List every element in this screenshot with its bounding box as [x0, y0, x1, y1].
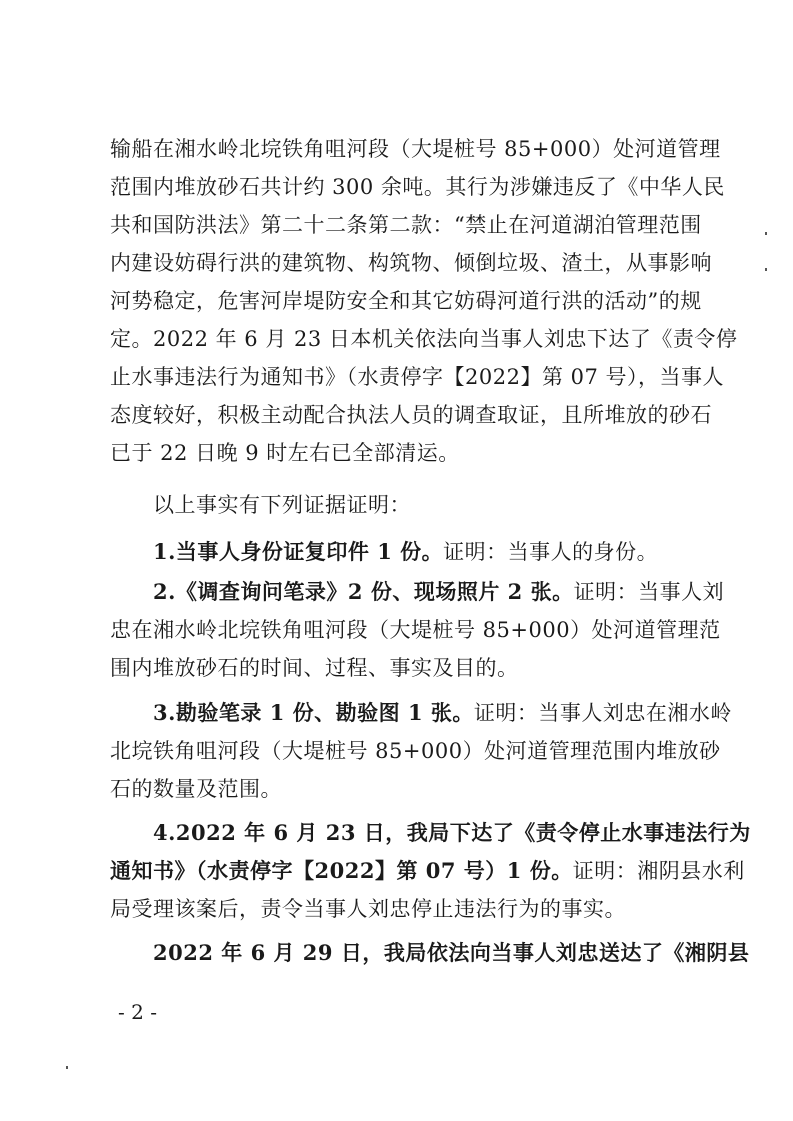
paragraph-line: 已于 22 日晚 9 时左右已全部清运。	[110, 441, 460, 465]
evidence-item-1-title: 1.当事人身份证复印件 1 份。	[153, 539, 444, 564]
evidence-item-4-title: 4.2022 年 6 月 23 日，我局下达了《责令停止水事违法行为	[153, 820, 751, 845]
paragraph-line: 局受理该案后，责令当事人刘忠停止违法行为的事实。	[110, 897, 626, 921]
page-number: - 2 -	[118, 1000, 157, 1024]
paragraph-line: 止水事违法行为通知书》（水责停字【2022】第 07 号），当事人	[110, 365, 725, 389]
evidence-item-4-title-cont: 通知书》（水责停字【2022】第 07 号）1 份。	[110, 858, 573, 883]
paragraph-line: 态度较好，积极主动配合执法人员的调查取证，且所堆放的砂石	[110, 403, 712, 427]
evidence-item-2-title: 2.《调查询问笔录》2 份、现场照片 2 张。	[153, 579, 574, 604]
evidence-item-4-text: 证明：湘阴县水利	[572, 859, 745, 883]
evidence-intro: 以上事实有下列证据证明：	[153, 493, 411, 517]
paragraph-line: 围内堆放砂石的时间、过程、事实及目的。	[110, 656, 519, 680]
evidence-item-3	[153, 700, 732, 725]
closing-paragraph-line: 2022 年 6 月 29 日，我局依法向当事人刘忠送达了《湘阴县	[153, 940, 750, 965]
paragraph-line: 河势稳定，危害河岸堤防安全和其它妨碍河道行洪的活动”的规	[110, 289, 702, 313]
paragraph-line: 共和国防洪法》第二十二条第二款：“禁止在河道湖泊管理范围	[110, 213, 702, 237]
paragraph-line: 定。2022 年 6 月 23 日本机关依法向当事人刘忠下达了《责令停	[110, 327, 738, 351]
evidence-item-4	[110, 858, 745, 883]
evidence-item-2-text: 证明：当事人刘	[573, 580, 725, 604]
evidence-item-3-text: 证明：当事人刘忠在湘水岭	[473, 701, 732, 725]
paragraph-line: 北垸铁角咀河段（大堤桩号 85+000）处河道管理范围内堆放砂	[110, 739, 721, 763]
evidence-item-3-title: 3.勘验笔录 1 份、勘验图 1 张。	[153, 700, 474, 725]
evidence-item-1	[153, 540, 690, 564]
paragraph-line: 输船在湘水岭北垸铁角咀河段（大堤桩号 85+000）处河道管理	[110, 137, 721, 161]
scan-speck	[66, 1066, 68, 1069]
paragraph-line: 内建设妨碍行洪的建筑物、构筑物、倾倒垃圾、渣土，从事影响	[110, 251, 712, 275]
paragraph-line: 范围内堆放砂石共计约 300 余吨。其行为涉嫌违反了《中华人民	[110, 175, 725, 199]
evidence-item-2	[153, 579, 725, 604]
paragraph-line: 忠在湘水岭北垸铁角咀河段（大堤桩号 85+000）处河道管理范	[110, 618, 721, 642]
evidence-item-1-text: 证明：当事人的身份。	[443, 540, 659, 564]
scan-speck	[765, 232, 767, 235]
paragraph-line: 石的数量及范围。	[110, 777, 282, 801]
scan-speck	[765, 268, 767, 271]
